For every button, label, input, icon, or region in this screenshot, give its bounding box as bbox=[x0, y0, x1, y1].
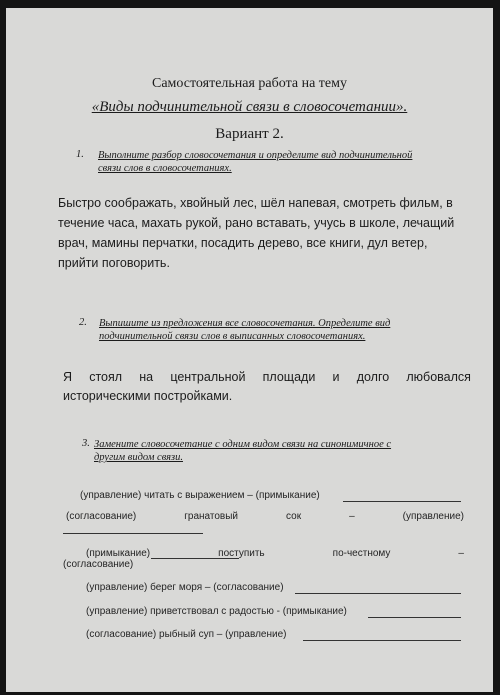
answer-line bbox=[151, 558, 239, 559]
task1-text-line bbox=[58, 236, 472, 250]
exercise-item: (управление) читать с выражением – (примыкание) bbox=[80, 490, 320, 501]
answer-line bbox=[343, 501, 461, 502]
sentence-word: и bbox=[332, 370, 340, 384]
exercise-word: поступить bbox=[218, 548, 265, 559]
task3-number: 3. bbox=[82, 438, 90, 449]
sentence-word: на bbox=[139, 370, 154, 384]
exercise-word: (согласование) bbox=[66, 511, 137, 522]
sentence-word: долго bbox=[356, 370, 390, 384]
task3-instruction-line: другим видом связи. bbox=[94, 452, 183, 463]
exercise-word: сок bbox=[286, 511, 302, 522]
answer-line bbox=[303, 640, 461, 641]
exercise-word: (управление) bbox=[402, 511, 464, 522]
task2-instruction-line: подчинительной связи слов в выписанных словосочетаниях. bbox=[99, 331, 366, 342]
exercise-item: (управление) приветствовал с радостью - (примыкание) bbox=[86, 606, 347, 617]
exercise-item: (согласование) рыбный суп – (управление) bbox=[86, 629, 287, 640]
task1-text: Быстро соображать, хвойный лес, шёл напевая, смотреть фильм, в bbox=[58, 196, 453, 210]
exercise-item bbox=[86, 548, 464, 559]
task2-instruction bbox=[99, 317, 469, 343]
sentence-word: стоял bbox=[89, 370, 123, 384]
task1-text-line bbox=[58, 216, 472, 230]
worksheet-page bbox=[6, 8, 493, 692]
exercise-item-continued: (согласование) bbox=[63, 559, 134, 570]
task2-sentence-line1 bbox=[63, 370, 471, 384]
task3-instruction-line: Замените словосочетание с одним видом связи на синонимичное с bbox=[94, 439, 392, 450]
exercise-item: (управление) берег моря – (согласование) bbox=[86, 582, 284, 593]
exercise-word: – bbox=[458, 548, 464, 559]
task2-sentence-line2: историческими постройками. bbox=[63, 389, 233, 403]
exercise-item bbox=[66, 511, 464, 522]
exercise-word: по-честному bbox=[332, 548, 391, 559]
sentence-word: Я bbox=[63, 370, 73, 384]
answer-line bbox=[295, 593, 461, 594]
task2-instruction-line: Выпишите из предложения все словосочетания. Определите вид bbox=[99, 318, 391, 329]
task1-instruction-line: связи слов в словосочетаниях. bbox=[98, 163, 232, 174]
worksheet-title: Самостоятельная работа на тему bbox=[152, 76, 347, 91]
task3-instruction bbox=[94, 438, 474, 464]
variant-label: Вариант 2. bbox=[215, 126, 284, 142]
exercise-word: гранатовый bbox=[184, 511, 239, 522]
exercise-word: (примыкание) bbox=[86, 548, 151, 559]
worksheet-topic: «Виды подчинительной связи в словосочетании». bbox=[91, 99, 408, 115]
answer-line bbox=[368, 617, 461, 618]
task1-text: врач, мамины перчатки, посадить дерево, все книги, дул ветер, bbox=[58, 236, 428, 250]
task2-number: 2. bbox=[79, 317, 87, 328]
task1-text-line bbox=[58, 196, 472, 210]
task1-text-line: прийти поговорить. bbox=[58, 256, 170, 270]
exercise-word: – bbox=[349, 511, 355, 522]
answer-line bbox=[63, 533, 203, 534]
sentence-word: центральной bbox=[170, 370, 246, 384]
sentence-word: любовался bbox=[406, 370, 471, 384]
task1-instruction-line: Выполните разбор словосочетания и определите вид подчинительной bbox=[98, 150, 413, 161]
task1-number: 1. bbox=[76, 149, 84, 160]
task1-text: течение часа, махать рукой, рано вставать, учусь в школе, лечащий bbox=[58, 216, 455, 230]
sentence-word: площади bbox=[262, 370, 316, 384]
task1-instruction bbox=[98, 149, 473, 175]
